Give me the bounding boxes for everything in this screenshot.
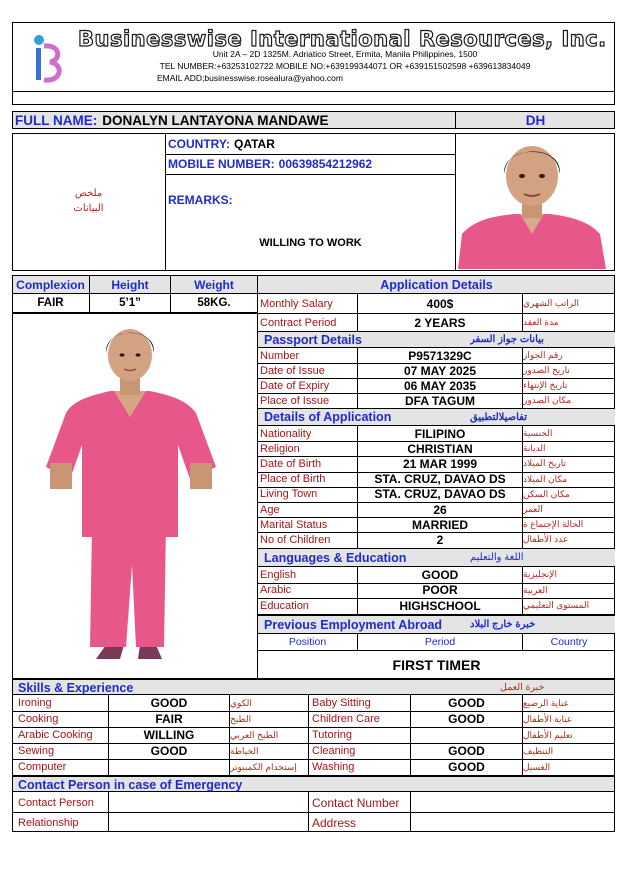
company-address: Unit 2A – 2D 1325M. Adriatico Street, Ermita, Manila Philippines, 1500 — [212, 49, 478, 59]
details-value: STA. CRUZ, DAVAO DS — [374, 472, 506, 487]
skill-right-value — [411, 727, 522, 743]
details-label: Religion — [260, 442, 300, 455]
languages-ar: العربية — [523, 584, 548, 595]
details-label: Place of Birth — [260, 473, 326, 486]
relationship-label: Relationship — [18, 816, 79, 829]
skill-left-ar: إستخدام الكمبيوتر — [230, 761, 297, 772]
mobile-label: MOBILE NUMBER: — [168, 157, 275, 171]
weight-label: Weight — [194, 277, 234, 292]
skill-left-label: Arabic Cooking — [18, 729, 93, 741]
country-value: QATAR — [234, 137, 275, 151]
passport-ar: تاريخ الصدور — [523, 365, 570, 375]
details-title-ar: تفاصيلالتطبيق — [470, 411, 528, 423]
company-email: EMAIL ADD;businesswise.rosealura@yahoo.com — [157, 73, 343, 83]
details-label: Age — [260, 503, 280, 516]
skill-left-label: Cooking — [18, 713, 59, 725]
address-label: Address — [312, 815, 357, 830]
skill-right-value: GOOD — [448, 712, 485, 726]
header-spacer-row — [12, 91, 615, 105]
remarks-label: REMARKS: — [168, 193, 233, 207]
application-details-title: Application Details — [380, 277, 493, 292]
skill-right-ar: التنظيف — [523, 745, 554, 756]
col-period: Period — [424, 636, 456, 648]
passport-label: Number — [260, 349, 300, 362]
details-ar: مكان الميلاد — [523, 473, 568, 484]
skill-right-ar: عناية الأطفال — [523, 713, 573, 724]
skill-left-ar: الطبخ العربي — [230, 729, 279, 740]
details-ar: العمر — [523, 504, 543, 515]
details-label: Marital Status — [260, 518, 328, 531]
skill-left-ar: الكوي — [230, 697, 252, 708]
details-value: FILIPINO — [414, 426, 466, 441]
complexion-label: Complexion — [16, 277, 85, 292]
summary-ar-1: ملخص — [74, 188, 103, 199]
skill-left-value — [109, 759, 229, 775]
skill-right-label: Cleaning — [312, 745, 356, 757]
passport-value: 06 MAY 2035 — [403, 378, 477, 393]
skill-right-label: Children Care — [312, 713, 380, 725]
languages-title-ar: اللغة والتعليم — [470, 552, 524, 563]
passport-value: P9571329C — [408, 348, 472, 363]
height-label: Height — [111, 277, 149, 292]
contact-person-label: Contact Person — [18, 796, 94, 809]
applicant-full-body-photo — [40, 325, 220, 665]
languages-ar: الإنجليزية — [523, 569, 557, 580]
summary-ar-2: البيانات — [73, 203, 104, 214]
languages-ar: المستوى التعليمي — [523, 600, 590, 611]
height-value: 5’1” — [119, 297, 141, 309]
passport-label: Date of Expiry — [260, 379, 330, 392]
full-name-label: FULL NAME: — [15, 112, 98, 128]
passport-value: DFA TAGUM — [405, 393, 475, 408]
monthly-salary-value: 400$ — [426, 296, 454, 311]
details-ar: الحالة الإجتماع ة — [523, 519, 584, 530]
skill-left-value: WILLING — [143, 728, 195, 742]
details-value: MARRIED — [412, 517, 468, 532]
passport-value: 07 MAY 2025 — [403, 363, 477, 378]
remarks-value: WILLING TO WORK — [259, 237, 362, 249]
col-position: Position — [288, 636, 327, 648]
skill-left-ar: الطبخ — [230, 713, 252, 724]
skills-title-ar: خبرة العمل — [500, 682, 545, 693]
full-name-row — [15, 111, 329, 129]
mobile-value: 00639854212962 — [278, 157, 373, 171]
languages-value: HIGHSCHOOL — [399, 598, 481, 613]
monthly-salary-label: Monthly Salary — [260, 297, 333, 310]
details-ar: الديانة — [523, 443, 546, 454]
skill-right-ar: تعليم الأطفال — [523, 729, 573, 740]
skill-right-value: GOOD — [448, 760, 485, 774]
monthly-salary-ar: الراتب الشهري — [523, 298, 579, 308]
skill-right-label: Baby Sitting — [312, 697, 371, 709]
passport-title: Passport Details — [264, 332, 362, 347]
company-logo — [30, 32, 70, 88]
skill-left-value: GOOD — [150, 696, 188, 710]
company-name: Businesswise International Resources, Inc. — [78, 27, 607, 51]
details-value: 21 MAR 1999 — [402, 456, 478, 471]
details-value: 26 — [433, 502, 447, 517]
details-label: Date of Birth — [260, 457, 322, 470]
skill-left-ar: الخياطة — [230, 745, 259, 756]
passport-ar: مكان الصدور — [523, 395, 572, 405]
details-label: Living Town — [260, 488, 318, 501]
languages-label: Education — [260, 599, 309, 612]
skill-right-ar: الغسيل — [523, 761, 551, 772]
country-row — [168, 135, 275, 153]
skill-right-value: GOOD — [448, 744, 485, 758]
languages-value: GOOD — [421, 567, 459, 582]
skill-left-value: GOOD — [150, 744, 188, 758]
contract-period-label: Contract Period — [260, 316, 337, 329]
details-ar: مكان السكن — [523, 488, 570, 499]
languages-value: POOR — [422, 583, 458, 598]
complexion-value: FAIR — [37, 297, 64, 309]
passport-title-ar: بيانات جواز السفر — [470, 334, 544, 345]
employment-value: FIRST TIMER — [392, 657, 481, 673]
skills-title: Skills & Experience — [18, 680, 134, 695]
applicant-head-photo — [458, 136, 606, 269]
skill-right-ar: عناية الرضيع — [523, 697, 570, 708]
skill-left-label: Computer — [18, 761, 67, 773]
company-tel: TEL NUMBER:+63253102722 MOBILE NO:+639199344071 OR +639151502598 +639613834049 — [159, 61, 531, 71]
details-title: Details of Application — [264, 410, 392, 424]
details-label: Nationality — [260, 427, 312, 440]
emergency-title: Contact Person in case of Emergency — [18, 777, 243, 792]
full-name-value: DONALYN LANTAYONA MANDAWE — [102, 112, 329, 128]
skill-left-label: Sewing — [18, 745, 55, 757]
details-ar: عدد الأطفال — [523, 534, 569, 545]
languages-label: English — [260, 568, 297, 581]
details-value: STA. CRUZ, DAVAO DS — [374, 487, 506, 502]
contract-period-value: 2 YEARS — [414, 315, 466, 330]
skill-left-label: Ironing — [18, 697, 52, 709]
details-ar: تاريخ الميلاد — [523, 458, 566, 469]
employment-title: Previous Employment Abroad — [264, 617, 443, 632]
languages-label: Arabic — [260, 584, 292, 597]
details-value: CHRISTIAN — [407, 441, 473, 456]
mobile-row — [168, 155, 372, 173]
skill-right-value: GOOD — [448, 696, 485, 710]
passport-label: Date of Issue — [260, 364, 325, 377]
skill-right-label: Tutoring — [312, 729, 352, 741]
country-label: COUNTRY: — [168, 137, 230, 151]
weight-value: 58KG. — [197, 297, 231, 309]
details-label: No of Children — [260, 533, 331, 546]
skill-right-label: Washing — [312, 761, 355, 773]
details-ar: الجنسية — [523, 428, 553, 439]
contract-period-ar: مدة العقد — [523, 317, 559, 327]
passport-label: Place of Issue — [260, 394, 330, 407]
col-country: Country — [550, 636, 588, 648]
contact-number-label: Contact Number — [312, 795, 400, 810]
passport-ar: رقم الجواز — [523, 350, 563, 360]
details-value: 2 — [436, 532, 444, 547]
skill-left-value: FAIR — [155, 712, 183, 726]
applicant-code: DH — [525, 112, 546, 128]
passport-ar: تاريخ الإنتهاء — [523, 380, 568, 390]
employment-title-ar: خبرة خارج البلاد — [470, 619, 536, 630]
languages-title: Languages & Education — [264, 550, 407, 565]
